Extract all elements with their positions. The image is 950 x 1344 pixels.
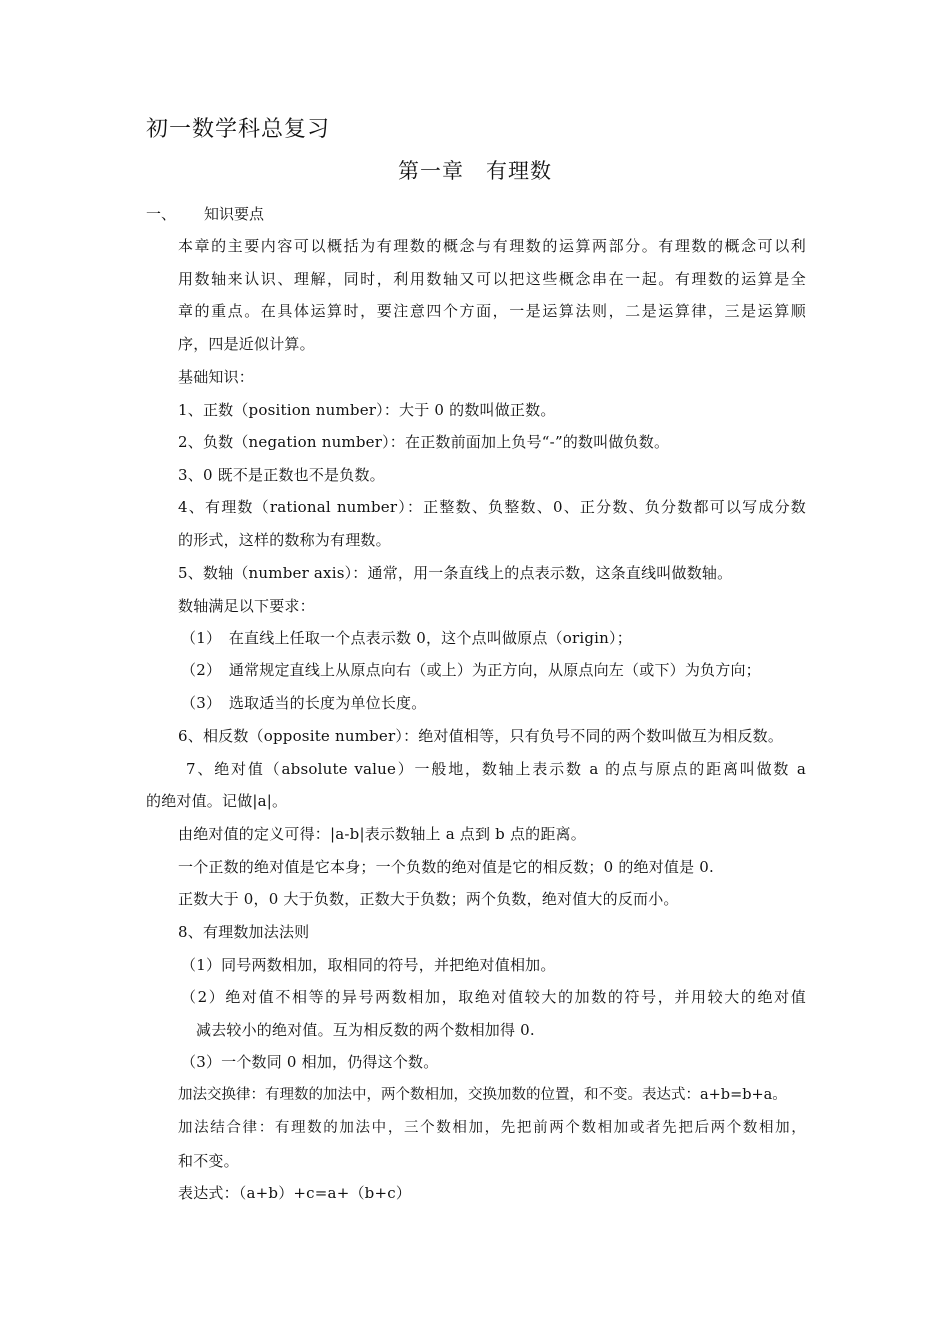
text-line: 基础知识： <box>178 368 255 386</box>
section-heading <box>146 203 264 224</box>
text-line: （2） 通常规定直线上从原点向右（或上）为正方向，从原点向左（或下）为负方向； <box>181 661 761 679</box>
text-line: 章的重点。在具体运算时，要注意四个方面，一是运算法则，二是运算律，三是运算顺 <box>178 302 806 320</box>
document-title: 初一数学科总复习 <box>146 117 331 142</box>
text-line: 8、有理数加法法则 <box>178 923 310 941</box>
text-line: 6、相反数（opposite number）：绝对值相等，只有负号不同的两个数叫做互为相反数。 <box>178 727 784 745</box>
text-line: 和不变。 <box>178 1152 239 1170</box>
text-line: 表达式：（a+b）+c=a+（b+c） <box>178 1184 412 1202</box>
text-line: 序，四是近似计算。 <box>178 335 315 353</box>
text-line: 减去较小的绝对值。互为相反数的两个数相加得 0. <box>196 1021 535 1039</box>
text-line: （3） 选取适当的长度为单位长度。 <box>181 694 427 712</box>
text-line: 3、0 既不是正数也不是负数。 <box>178 466 385 484</box>
text-line: 由绝对值的定义可得：|a-b|表示数轴上 a 点到 b 点的距离。 <box>178 825 586 843</box>
text-line: 4、有理数（rational number）：正整数、负整数、0、正分数、负分数都可以写成分数 <box>178 498 806 516</box>
text-line: （2）绝对值不相等的异号两数相加，取绝对值较大的加数的符号，并用较大的绝对值 <box>181 988 806 1006</box>
section-number: 一、 <box>146 205 177 223</box>
text-line: 加法结合律：有理数的加法中，三个数相加，先把前两个数相加或者先把后两个数相加， <box>178 1120 806 1136</box>
text-line: 数轴满足以下要求： <box>178 597 315 615</box>
text-line: （3）一个数同 0 相加，仍得这个数。 <box>181 1053 439 1071</box>
text-line: 用数轴来认识、理解，同时，利用数轴又可以把这些概念串在一起。有理数的运算是全 <box>178 270 806 288</box>
text-line: 的绝对值。记做|a|。 <box>146 792 288 810</box>
text-line: 正数大于 0，0 大于负数，正数大于负数；两个负数，绝对值大的反而小。 <box>178 890 679 908</box>
text-line: 7、绝对值（absolute value）一般地，数轴上表示数 a 的点与原点的距离叫做数 a <box>186 760 806 778</box>
text-line: 本章的主要内容可以概括为有理数的概念与有理数的运算两部分。有理数的概念可以利 <box>178 237 806 255</box>
text-line: （1） 在直线上任取一个点表示数 0，这个点叫做原点（origin）； <box>181 629 632 647</box>
chapter-title: 第一章 有理数 <box>398 159 552 183</box>
section-title: 知识要点 <box>204 205 265 223</box>
text-line: 加法交换律：有理数的加法中，两个数相加，交换加数的位置，和不变。表达式：a+b=b+a。 <box>178 1087 787 1103</box>
text-line: 5、数轴（number axis）：通常，用一条直线上的点表示数，这条直线叫做数轴。 <box>178 564 733 582</box>
text-line: 一个正数的绝对值是它本身；一个负数的绝对值是它的相反数；0 的绝对值是 0. <box>178 858 714 876</box>
text-line: 1、正数（position number）：大于 0 的数叫做正数。 <box>178 401 556 419</box>
text-line: 的形式，这样的数称为有理数。 <box>178 531 391 549</box>
text-line: （1）同号两数相加，取相同的符号，并把绝对值相加。 <box>181 956 556 974</box>
text-line: 2、负数（negation number）：在正数前面加上负号“-”的数叫做负数。 <box>178 433 670 451</box>
